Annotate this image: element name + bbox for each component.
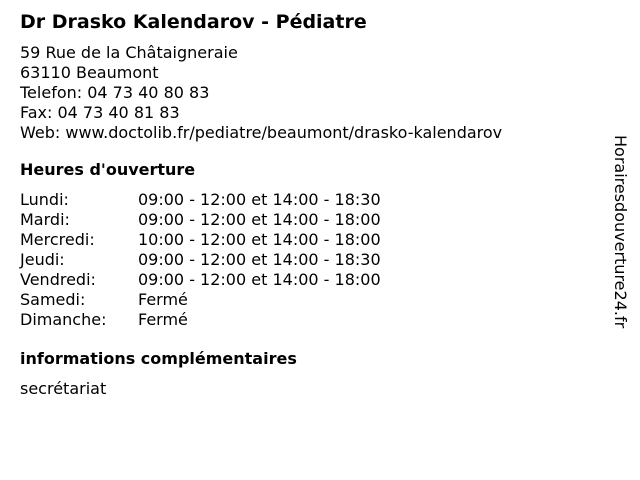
hours-row-wednesday: [20, 230, 600, 250]
day-hours: Fermé: [138, 310, 188, 329]
day-label: Lundi:: [20, 190, 69, 209]
additional-info: [20, 349, 600, 399]
day-label: Jeudi:: [20, 250, 65, 269]
day-hours: 10:00 - 12:00 et 14:00 - 18:00: [138, 230, 381, 249]
phone-number: Telefon: 04 73 40 80 83: [20, 83, 210, 102]
day-hours: 09:00 - 12:00 et 14:00 - 18:00: [138, 270, 381, 289]
day-label: Vendredi:: [20, 270, 96, 289]
opening-hours-heading: Heures d'ouverture: [20, 160, 196, 179]
day-label: Mercredi:: [20, 230, 95, 249]
day-label: Dimanche:: [20, 310, 107, 329]
address-city: 63110 Beaumont: [20, 63, 159, 82]
opening-hours: [20, 160, 600, 330]
hours-row-saturday: [20, 290, 600, 310]
address-street: 59 Rue de la Châtaigneraie: [20, 43, 238, 62]
contact-block: [20, 43, 600, 143]
day-label: Mardi:: [20, 210, 70, 229]
hours-row-tuesday: [20, 210, 600, 230]
additional-info-heading: informations complémentaires: [20, 349, 297, 368]
fax-number: Fax: 04 73 40 81 83: [20, 103, 180, 122]
day-hours: 09:00 - 12:00 et 14:00 - 18:30: [138, 250, 381, 269]
day-label: Samedi:: [20, 290, 86, 309]
day-hours: 09:00 - 12:00 et 14:00 - 18:30: [138, 190, 381, 209]
hours-row-friday: [20, 270, 600, 290]
day-hours: Fermé: [138, 290, 188, 309]
hours-row-thursday: [20, 250, 600, 270]
business-card: [20, 10, 600, 399]
hours-row-sunday: [20, 310, 600, 330]
site-watermark-text: Horairesdouverture24.fr: [611, 135, 630, 329]
website-link: Web: www.doctolib.fr/pediatre/beaumont/drasko-kalendarov: [20, 123, 503, 142]
hours-row-monday: [20, 190, 600, 210]
page-title: Dr Drasko Kalendarov - Pédiatre: [20, 11, 367, 33]
day-hours: 09:00 - 12:00 et 14:00 - 18:00: [138, 210, 381, 229]
additional-info-text: secrétariat: [20, 379, 107, 398]
